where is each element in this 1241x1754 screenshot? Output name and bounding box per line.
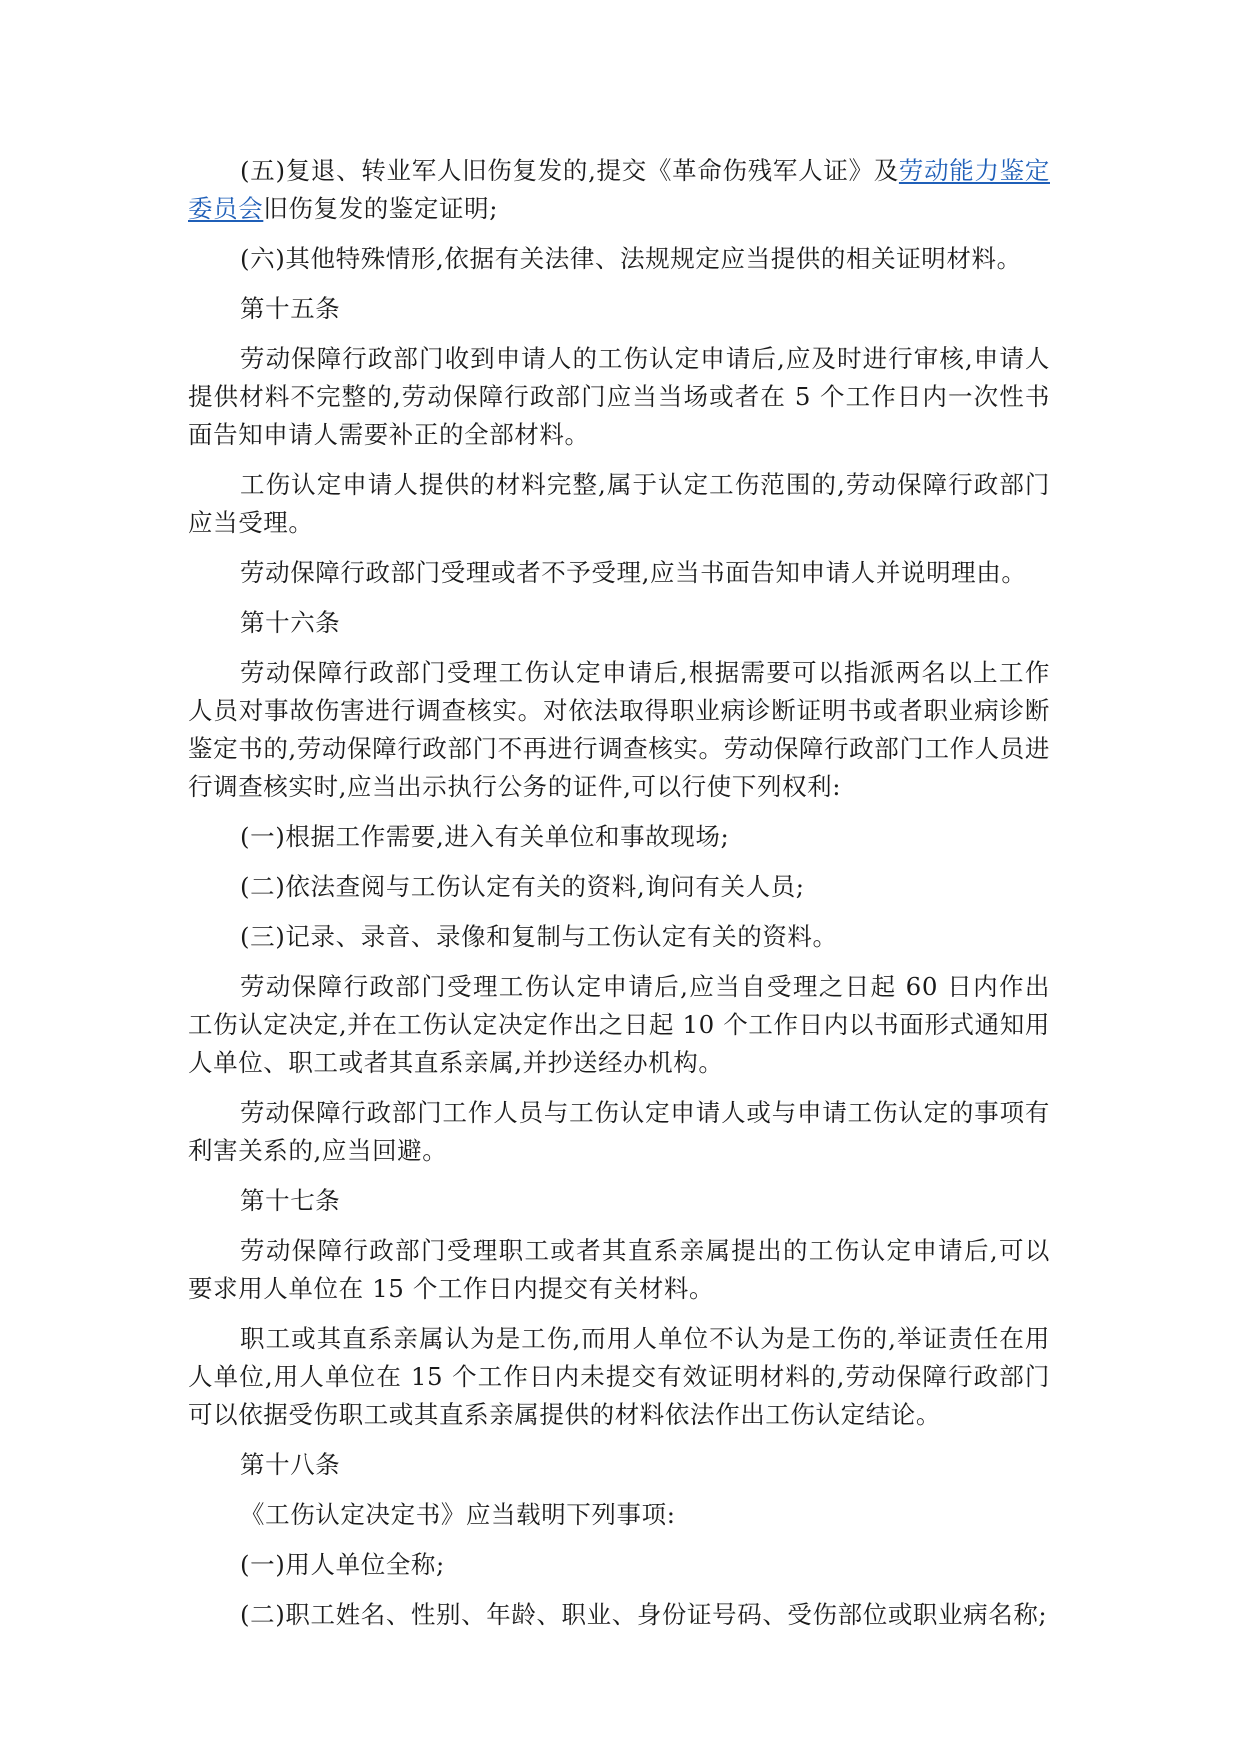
paragraph (188, 152, 1050, 228)
paragraph (188, 240, 1050, 278)
paragraph (188, 868, 1050, 906)
document-page (188, 152, 1050, 1646)
paragraph-text: 《工伤认定决定书》应当载明下列事项: (240, 1500, 676, 1529)
hyperlink[interactable]: 劳动能力鉴定委员会 (188, 156, 1050, 223)
paragraph (188, 466, 1050, 542)
paragraph-text: 劳动保障行政部门受理或者不予受理,应当书面告知申请人并说明理由。 (240, 558, 1027, 587)
paragraph (188, 1094, 1050, 1170)
paragraph-text: 第十六条 (240, 608, 341, 637)
paragraph-text: (二)职工姓名、性别、年龄、职业、身份证号码、受伤部位或职业病名称; (240, 1600, 1048, 1629)
article-heading (188, 1182, 1050, 1220)
paragraph-text: 劳动保障行政部门受理工伤认定申请后,应当自受理之日起 60 日内作出工伤认定决定,并在工伤认定决定作出之日起 10 个工作日内以书面形式通知用人单位、职工或者其直系亲属,并抄送经办机构。 (188, 972, 1050, 1077)
paragraph (188, 1596, 1050, 1634)
article-heading (188, 1446, 1050, 1484)
paragraph-text: (五)复退、转业军人旧伤复发的,提交《革命伤残军人证》及 (240, 156, 899, 185)
paragraph (188, 1496, 1050, 1534)
paragraph-text: (三)记录、录音、录像和复制与工伤认定有关的资料。 (240, 922, 838, 951)
paragraph-text: 劳动保障行政部门收到申请人的工伤认定申请后,应及时进行审核,申请人提供材料不完整的,劳动保障行政部门应当当场或者在 5 个工作日内一次性书面告知申请人需要补正的全部材料。 (188, 344, 1050, 449)
article-heading (188, 604, 1050, 642)
paragraph-text: (二)依法查阅与工伤认定有关的资料,询问有关人员; (240, 872, 805, 901)
paragraph-text: 劳动保障行政部门受理职工或者其直系亲属提出的工伤认定申请后,可以要求用人单位在 15 个工作日内提交有关材料。 (188, 1236, 1050, 1303)
article-heading (188, 290, 1050, 328)
paragraph (188, 340, 1050, 454)
paragraph-text: 第十五条 (240, 294, 341, 323)
paragraph-text: 职工或其直系亲属认为是工伤,而用人单位不认为是工伤的,举证责任在用人单位,用人单位在 15 个工作日内未提交有效证明材料的,劳动保障行政部门可以依据受伤职工或其直系亲属提供的材料依法作出工伤认定结论。 (188, 1324, 1050, 1429)
paragraph-text: 旧伤复发的鉴定证明; (263, 194, 499, 223)
paragraph-text: (一)用人单位全称; (240, 1550, 445, 1579)
paragraph (188, 968, 1050, 1082)
paragraph (188, 918, 1050, 956)
paragraph-text: 劳动保障行政部门工作人员与工伤认定申请人或与申请工伤认定的事项有利害关系的,应当回避。 (188, 1098, 1050, 1165)
paragraph (188, 1232, 1050, 1308)
paragraph-text: 第十七条 (240, 1186, 341, 1215)
paragraph-text: (一)根据工作需要,进入有关单位和事故现场; (240, 822, 730, 851)
paragraph-text: 第十八条 (240, 1450, 341, 1479)
paragraph-text: 工伤认定申请人提供的材料完整,属于认定工伤范围的,劳动保障行政部门应当受理。 (188, 470, 1050, 537)
paragraph (188, 554, 1050, 592)
paragraph (188, 654, 1050, 806)
paragraph (188, 818, 1050, 856)
paragraph-text: 劳动保障行政部门受理工伤认定申请后,根据需要可以指派两名以上工作人员对事故伤害进行调查核实。对依法取得职业病诊断证明书或者职业病诊断鉴定书的,劳动保障行政部门不再进行调查核实。劳动保障行政部门工作人员进行调查核实时,应当出示执行公务的证件,可以行使下列权利: (188, 658, 1050, 801)
paragraph (188, 1320, 1050, 1434)
paragraph (188, 1546, 1050, 1584)
paragraph-text: (六)其他特殊情形,依据有关法律、法规规定应当提供的相关证明材料。 (240, 244, 1022, 273)
